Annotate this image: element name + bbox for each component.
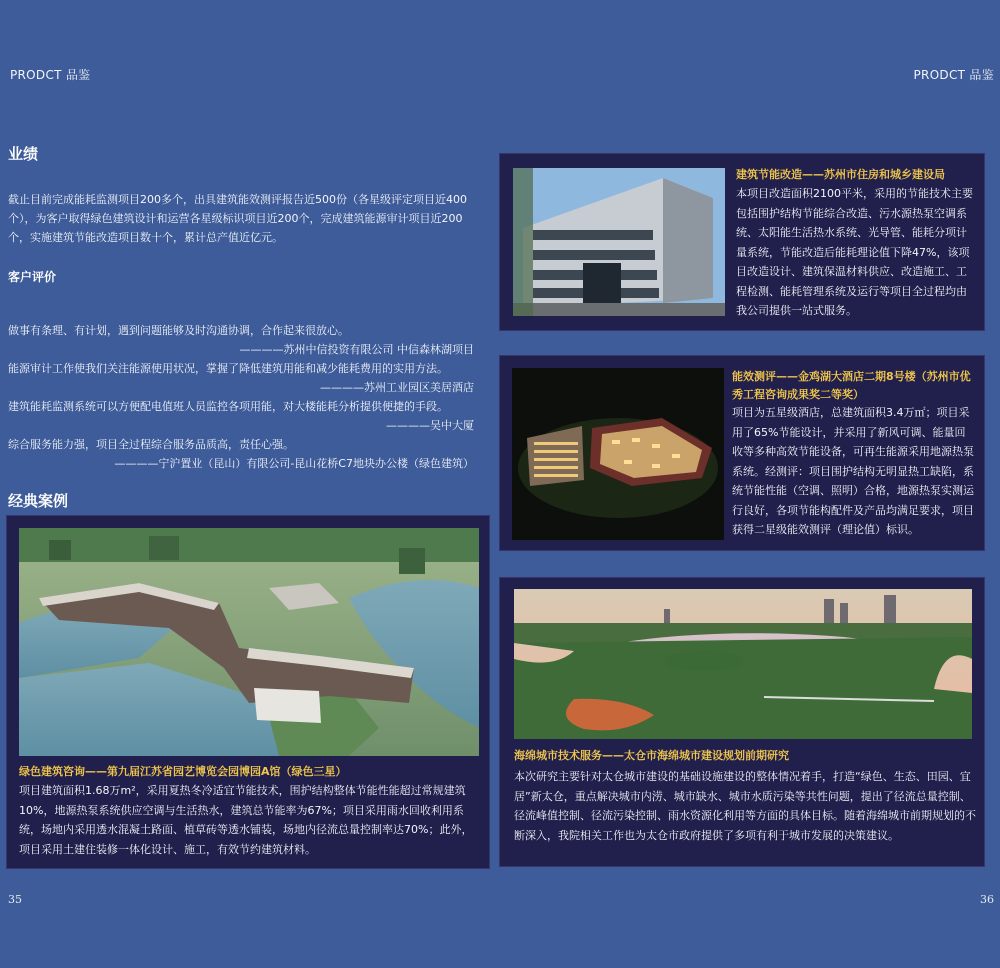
page-number-right: 36: [980, 893, 994, 906]
case-title: 能效测评——金鸡湖大酒店二期8号楼（苏州市优秀工程咨询成果奖二等奖）: [732, 370, 971, 401]
case-title: 建筑节能改造——苏州市住房和城乡建设局: [736, 168, 945, 181]
expo-pavilion-photo: [19, 528, 479, 756]
case-card-green-building: [6, 515, 490, 869]
header-right: PRODCT 品鉴: [913, 68, 994, 82]
case-card-retrofit: [499, 153, 985, 331]
case-description: 项目建筑面积1.68万m²，采用夏热冬冷适宜节能技术，围护结构整体节能性能超过常规建筑10%，地源热泵系统供应空调与生活热水，建筑总节能率为67%；项目采用雨水回收利用系统，场地内采用透水混凝土路面、植草砖等透水铺装，场地内径流总量控制率达70%；此外，项目采用土建住装修一体化设计、施工，有效节约建筑材料。: [19, 784, 473, 856]
hotel-night-photo: [512, 368, 724, 540]
case-title: 海绵城市技术服务——太仓市海绵城市建设规划前期研究: [514, 749, 789, 762]
review-quote: 综合服务能力强，项目全过程综合服务品质高，责任心强。: [8, 438, 294, 451]
case-card-sponge-city: [499, 577, 985, 867]
office-building-photo: [513, 168, 725, 316]
case-card-efficiency: [499, 355, 985, 551]
header-left: PRODCT 品鉴: [10, 68, 91, 82]
reviews-list: [8, 321, 474, 473]
achievements-heading: 业绩: [8, 145, 39, 163]
review-signature: ————苏州工业园区美居酒店: [320, 381, 474, 394]
review-quote: 能源审计工作使我们关注能源使用状况，掌握了降低建筑用能和减少能耗费用的实用方法。: [8, 362, 448, 375]
case-title: 绿色建筑咨询——第九届江苏省园艺博览会园博园A馆（绿色三星）: [19, 765, 347, 778]
case-description: 项目为五星级酒店，总建筑面积3.4万㎡；项目采用了65%节能设计，并采用了新风可调、能量回收等多种高效节能设备，可再生能源采用地源热泵系统。经测评：项目围护结构无明显热工缺陷，系统节能性能（空调、照明）合格，地源热泵实测运行良好，各项节能构配件及产品均满足要求，项目获得二星级能效测评（理论值）标识。: [732, 406, 974, 536]
cases-heading: 经典案例: [8, 492, 69, 510]
review-signature: ————宁沪置业（昆山）有限公司-昆山花桥C7地块办公楼（绿色建筑）: [114, 457, 474, 470]
case-description: 本次研究主要针对太仓城市建设的基础设施建设的整体情况着手，打造“绿色、生态、田园、宜居”新太仓，重点解决城市内涝、城市缺水、城市水质污染等共性问题，提出了径流总量控制、径流峰值控制、径流污染控制、雨水资源化利用等方面的具体目标。随着海绵城市前期规划的不断深入，我院相关工作也为太仓市政府提供了多项有利于城市发展的决策建议。: [514, 770, 976, 842]
lake-city-photo: [514, 589, 972, 739]
review-signature: ————吴中大厦: [386, 419, 474, 432]
case-description: 本项目改造面积2100平米，采用的节能技术主要包括围护结构节能综合改造、污水源热泵空调系统、太阳能生活热水系统、光导管、能耗分项计量系统，节能改造后能耗理论值下降47%，该项目改造设计、建筑保温材料供应、改造施工、工程检测、能耗管理系统及运行等项目全过程均由我公司提供一站式服务。: [736, 187, 973, 317]
review-signature: ————苏州中信投资有限公司 中信森林湖项目: [239, 343, 474, 356]
review-quote: 建筑能耗监测系统可以方便配电值班人员监控各项用能，对大楼能耗分析提供便捷的手段。: [8, 400, 448, 413]
reviews-heading: 客户评价: [8, 270, 57, 284]
review-quote: 做事有条理、有计划，遇到问题能够及时沟通协调，合作起来很放心。: [8, 324, 349, 337]
achievements-text: 截止目前完成能耗监测项目200多个，出具建筑能效测评报告近500份（各星级评定项目近400个），为客户取得绿色建筑设计和运营各星级标识项目近200个，完成建筑能源审计项目近200个，实施建筑节能改造项目数十个，累计总产值近亿元。: [8, 193, 467, 244]
page-number-left: 35: [8, 893, 22, 906]
